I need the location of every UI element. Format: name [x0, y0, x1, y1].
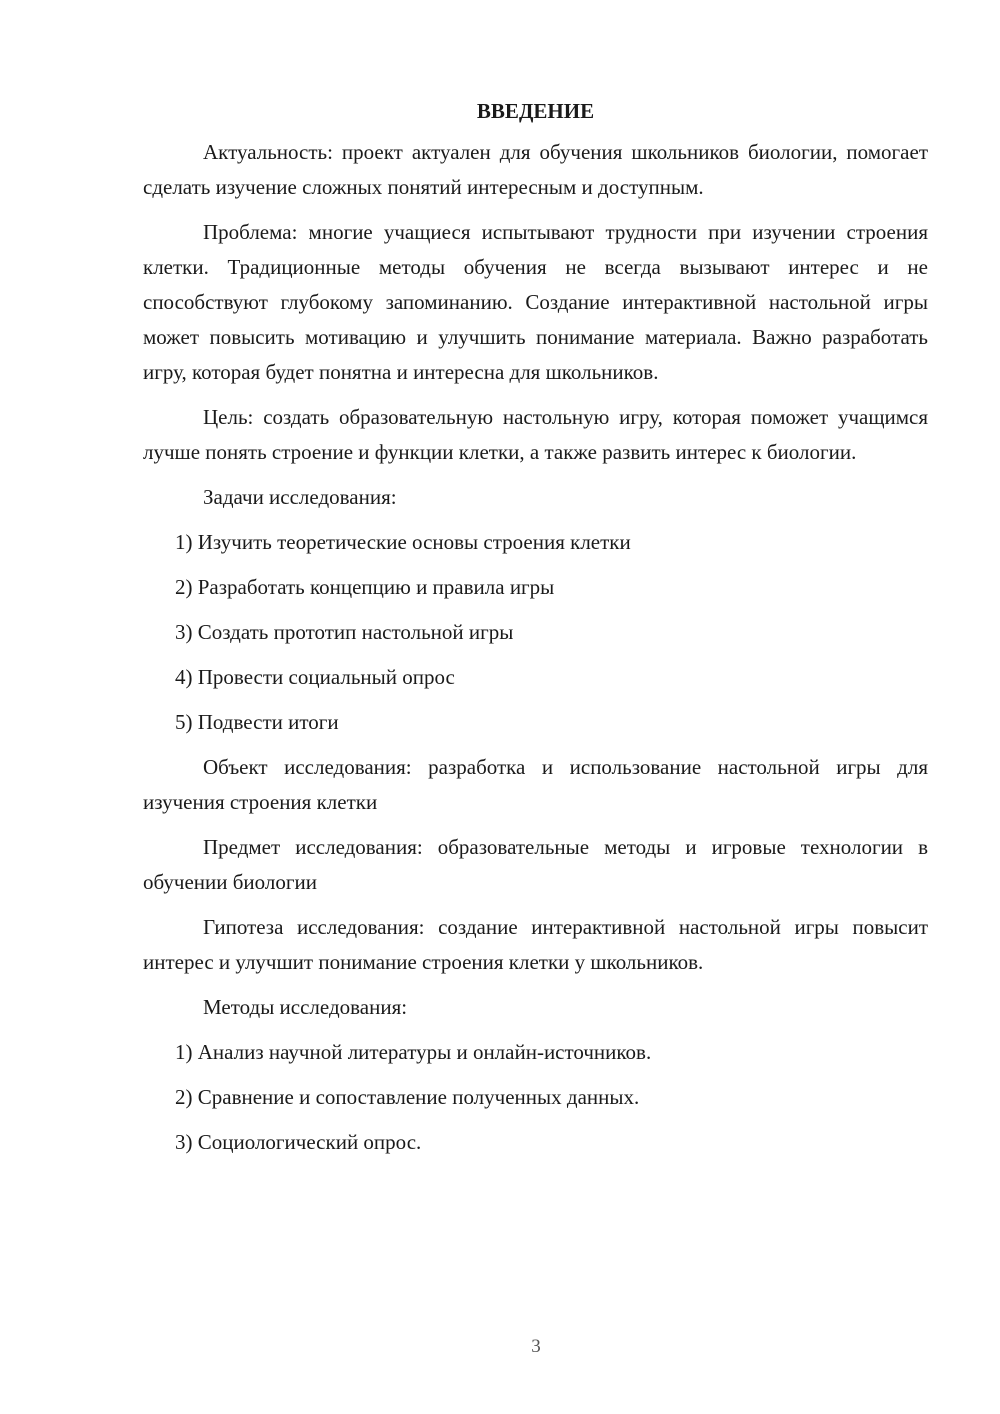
list-item: 2) Разработать концепцию и правила игры	[175, 575, 555, 599]
object-paragraph: Объект исследования: разработка и использование настольной игры для изучения строения клетки	[143, 755, 928, 814]
list-item: 1) Анализ научной литературы и онлайн-источников.	[175, 1040, 652, 1064]
list-item: 4) Провести социальный опрос	[175, 665, 455, 689]
document-page	[143, 96, 928, 1170]
goal-paragraph: Цель: создать образовательную настольную игру, которая поможет учащимся лучше понять строение и функции клетки, а также развить интерес к биологии.	[143, 405, 928, 464]
list-item: 2) Сравнение и сопоставление полученных данных.	[175, 1085, 640, 1109]
subject-paragraph: Предмет исследования: образовательные методы и игровые технологии в обучении биологии	[143, 835, 928, 894]
section-heading: ВВЕДЕНИЕ	[476, 99, 595, 123]
methods-list	[143, 1035, 928, 1160]
list-item: 1) Изучить теоретические основы строения клетки	[175, 530, 631, 554]
list-item: 3) Социологический опрос.	[175, 1130, 422, 1154]
problem-paragraph: Проблема: многие учащиеся испытывают трудности при изучении строения клетки. Традиционные методы обучения не всегда вызывают интерес и не способствуют глубокому запоминанию. Создание интерактивной настольной игры может повысить мотивацию и улучшить понимание материала. Важно разработать игру, которая будет понятна и интересна для школьников.	[143, 220, 928, 384]
hypothesis-paragraph: Гипотеза исследования: создание интерактивной настольной игры повысит интерес и улучшит понимание строения клетки у школьников.	[143, 915, 928, 974]
methods-label: Методы исследования:	[203, 995, 408, 1019]
page-number: 3	[531, 1336, 541, 1357]
tasks-label: Задачи исследования:	[203, 485, 397, 509]
relevance-paragraph: Актуальность: проект актуален для обучения школьников биологии, помогает сделать изучение сложных понятий интересным и доступным.	[143, 140, 928, 199]
list-item: 3) Создать прототип настольной игры	[175, 620, 514, 644]
tasks-list	[143, 525, 928, 740]
list-item: 5) Подвести итоги	[175, 710, 339, 734]
